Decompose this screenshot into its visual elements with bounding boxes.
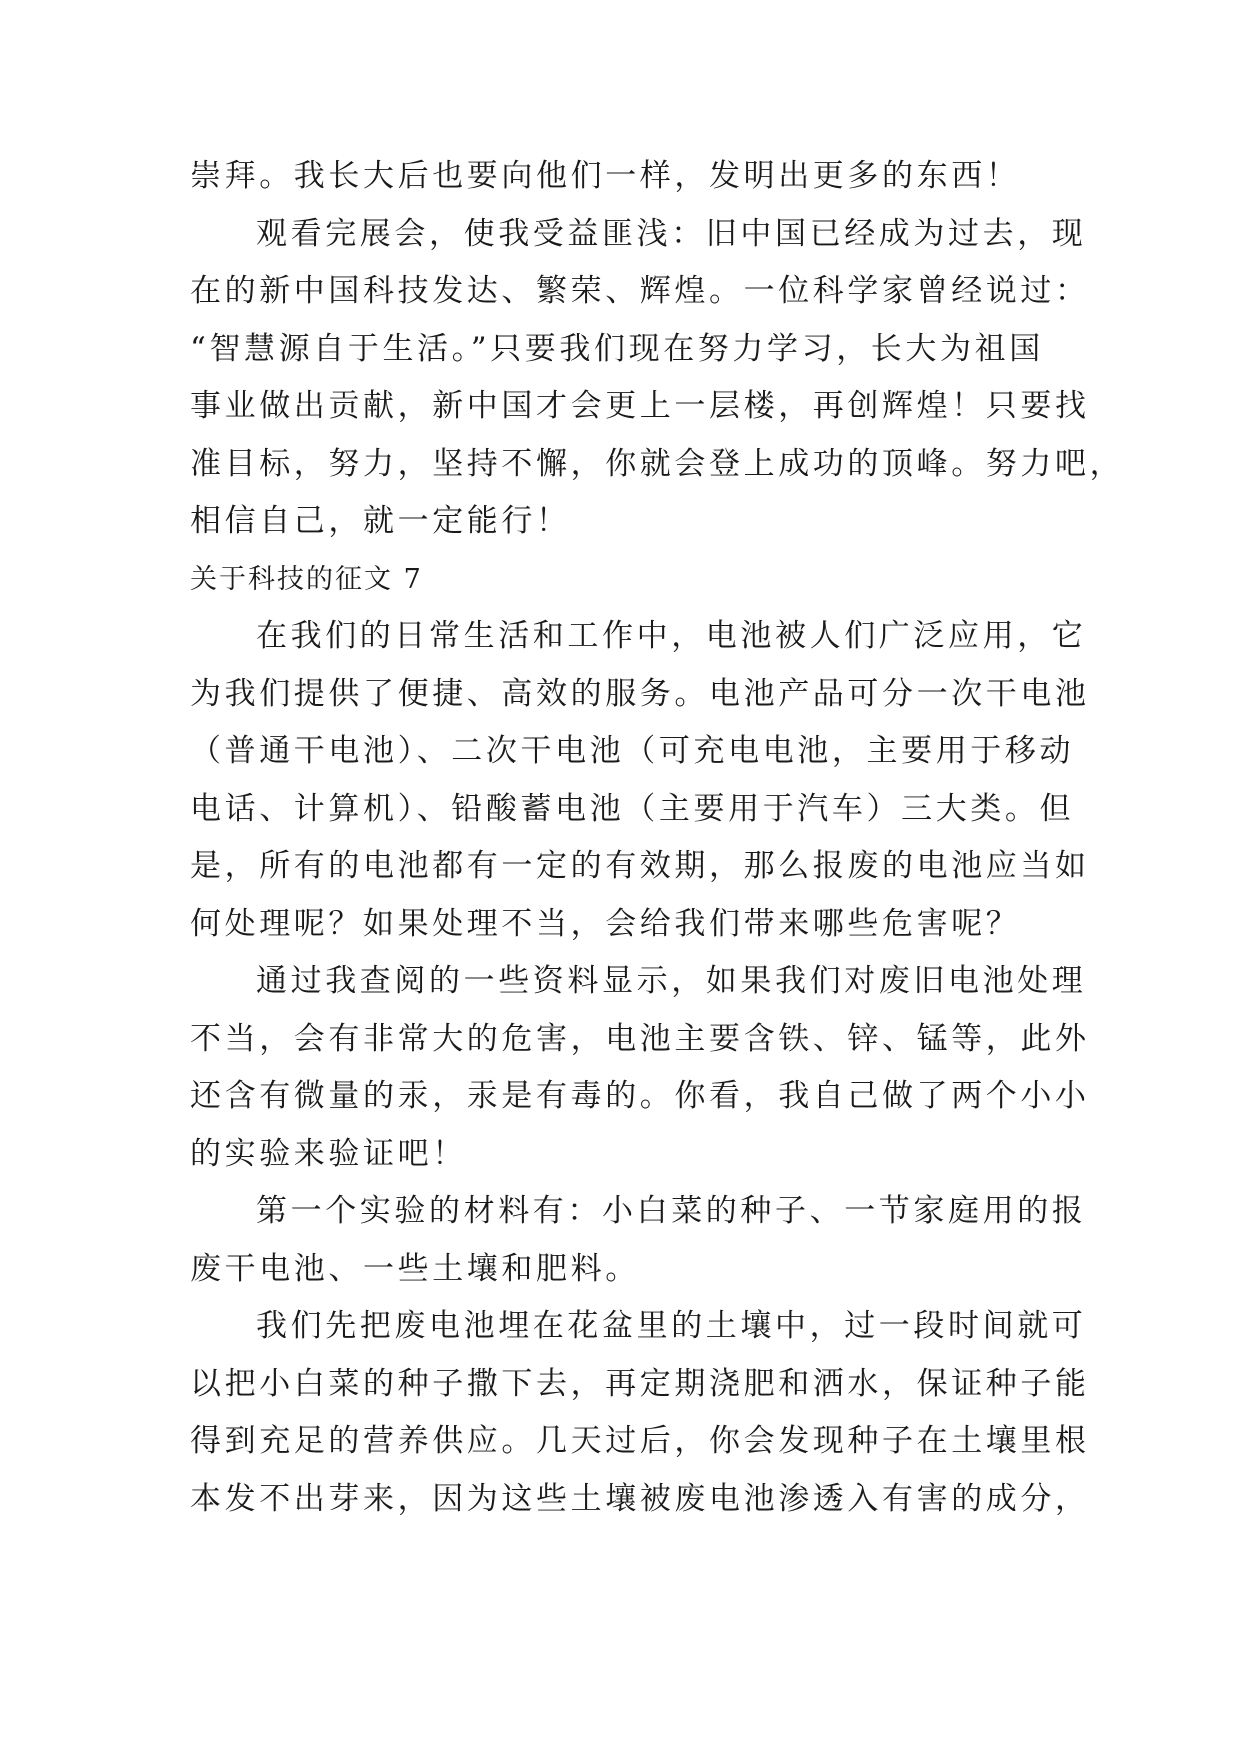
text-line: 电话、计算机）、铅酸蓄电池（主要用于汽车）三大类。但	[190, 790, 1075, 827]
text-line: 是，所有的电池都有一定的有效期，那么报废的电池应当如	[190, 848, 1090, 884]
text-line: 崇拜。我长大后也要向他们一样，发明出更多的东西！	[190, 158, 1021, 194]
document-page	[190, 148, 1125, 1528]
text-line: 准目标，努力，坚持不懈，你就会登上成功的顶峰。努力吧，	[190, 445, 1125, 482]
paragraph-start-line: 观看完展会，使我受益匪浅：旧中国已经成为过去，现	[256, 215, 1087, 252]
text-line: 以把小白菜的种子撒下去，再定期浇肥和洒水，保证种子能	[190, 1365, 1090, 1402]
paragraph-start-line: 在我们的日常生活和工作中，电池被人们广泛应用，它	[256, 618, 1087, 654]
section-heading: 关于科技的征文 7	[190, 563, 423, 595]
text-line: 在的新中国科技发达、繁荣、辉煌。一位科学家曾经说过：	[190, 273, 1090, 309]
paragraph-start-line: 第一个实验的材料有：小白菜的种子、一节家庭用的报	[256, 1193, 1087, 1229]
text-line: 的实验来验证吧！	[190, 1135, 467, 1172]
paragraph-start-line: 我们先把废电池埋在花盆里的土壤中，过一段时间就可	[256, 1308, 1087, 1344]
text-line: 相信自己，就一定能行！	[190, 503, 571, 539]
paragraph-start-line: 通过我查阅的一些资料显示，如果我们对废旧电池处理	[256, 963, 1087, 999]
text-line: 事业做出贡献，新中国才会更上一层楼，再创辉煌！只要找	[190, 388, 1090, 424]
text-line: 何处理呢？如果处理不当，会给我们带来哪些危害呢？	[190, 905, 1021, 942]
text-line: 废干电池、一些土壤和肥料。	[190, 1250, 640, 1287]
text-line: 为我们提供了便捷、高效的服务。电池产品可分一次干电池	[190, 675, 1090, 712]
text-line: （普通干电池）、二次干电池（可充电电池，主要用于移动	[190, 733, 1075, 769]
text-line: “智慧源自于生活。”只要我们现在努力学习，长大为祖国	[190, 330, 1044, 367]
text-line: 不当，会有非常大的危害，电池主要含铁、锌、锰等，此外	[190, 1020, 1090, 1057]
text-line: 本发不出芽来，因为这些土壤被废电池渗透入有害的成分，	[190, 1480, 1090, 1517]
text-line: 得到充足的营养供应。几天过后，你会发现种子在土壤里根	[190, 1423, 1090, 1459]
text-line: 还含有微量的汞，汞是有毒的。你看，我自己做了两个小小	[190, 1078, 1090, 1114]
